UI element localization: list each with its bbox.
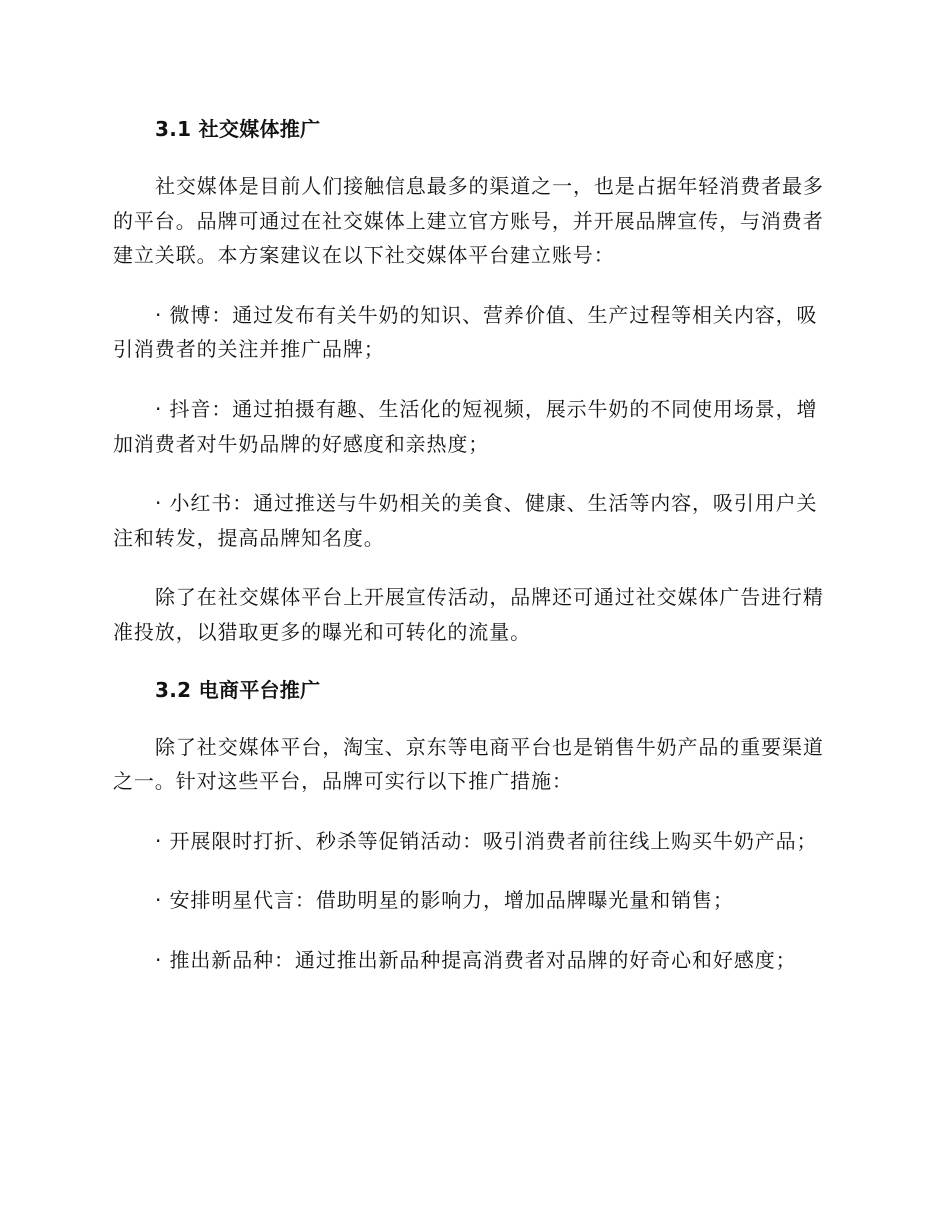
section-3-1-closing: 除了在社交媒体平台上开展宣传活动，品牌还可通过社交媒体广告进行精准投放，以猎取更多的曝光和可转化的流量。	[113, 585, 824, 644]
section-heading-3-1: 3.1 社交媒体推广	[155, 117, 321, 141]
section-heading-3-2: 3.2 电商平台推广	[155, 677, 321, 702]
bullet-xiaohongshu: · 小红书：通过推送与牛奶相关的美食、健康、生活等内容，吸引用户关注和转发，提高品牌知名度。	[113, 491, 818, 550]
bullet-celebrity: · 安排明星代言：借助明星的影响力，增加品牌曝光量和销售；	[155, 888, 734, 913]
bullet-promotion: · 开展限时打折、秒杀等促销活动：吸引消费者前往线上购买牛奶产品；	[155, 828, 818, 853]
bullet-new-variety: · 推出新品种：通过推出新品种提高消费者对品牌的好奇心和好感度；	[155, 947, 797, 972]
bullet-weibo: · 微博：通过发布有关牛奶的知识、营养价值、生产过程等相关内容，吸引消费者的关注并推广品牌；	[113, 302, 818, 362]
section-3-1-intro: 社交媒体是目前人们接触信息最多的渠道之一，也是占据年轻消费者最多的平台。品牌可通过在社交媒体上建立官方账号，并开展品牌宣传，与消费者建立关联。本方案建议在以下社交媒体平台建立账号：	[113, 174, 824, 268]
section-3-2-intro: 除了社交媒体平台，淘宝、京东等电商平台也是销售牛奶产品的重要渠道之一。针对这些平台，品牌可实行以下推广措施：	[113, 734, 824, 794]
document-body	[113, 112, 837, 978]
bullet-douyin: · 抖音：通过拍摄有趣、生活化的短视频，展示牛奶的不同使用场景，增加消费者对牛奶品牌的好感度和亲热度；	[113, 396, 818, 456]
